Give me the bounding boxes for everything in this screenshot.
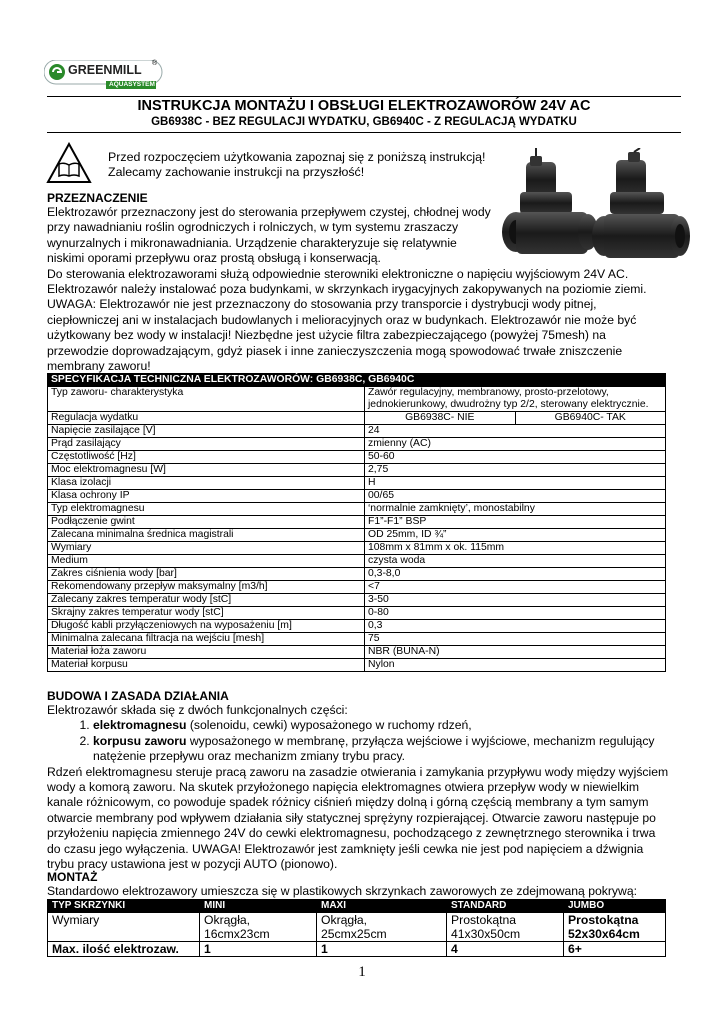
spec-key: Długość kabli przyłączeniowych na wyposażeniu [m] (48, 620, 365, 633)
table-row (48, 425, 666, 438)
document-title: INSTRUKCJA MONTAŻU I OBSŁUGI ELEKTROZAWORÓW 24V AC (137, 98, 591, 114)
table-cell (200, 913, 317, 942)
spec-key: Skrajny zakres temperatur wody [stC] (48, 607, 365, 620)
spec-value: czysta woda (365, 555, 666, 568)
spec-value: 0,3-8,0 (365, 568, 666, 581)
item-text: (solenoidu, cewki) wyposażonego w ruchomy rdzeń, (186, 718, 472, 733)
row-label: Wymiary (48, 913, 200, 942)
budowa-intro: Elektrozawór składa się z dwóch funkcjonalnych części: (47, 703, 348, 717)
table-cell (447, 913, 564, 942)
spec-key: Zalecany zakres temperatur wody [stC] (48, 594, 365, 607)
text-line: do czasu jego wyłączenia. UWAGA! Elektrozawór jest zamknięty jeśli cewka nie jest pod napięciem a dźwignia (47, 841, 644, 856)
spec-key: Materiał korpusu (48, 659, 365, 672)
box-table-header (48, 900, 666, 913)
table-row (48, 477, 666, 490)
cell-line: 41x30x50cm (451, 927, 521, 941)
spec-key: Klasa izolacji (48, 477, 365, 490)
table-row (48, 542, 666, 555)
text-line: membrany zaworu! (47, 359, 151, 374)
col-header: STANDARD (447, 900, 564, 913)
przeznaczenie-text (47, 205, 687, 374)
spec-key: Typ elektromagnesu (48, 503, 365, 516)
spec-key: Rekomendowany przepływ maksymalny [m3/h] (48, 581, 365, 594)
spec-value-line: jednokierunkowy, dwudrożny typ 2/2, sterowany elektrycznie. (368, 399, 649, 410)
spec-key: Typ zaworu- charakterystyka (48, 387, 365, 412)
text-line: przy nawadnianiu roślin ogrodniczych i rolniczych, w tym systemu zraszaczy (47, 220, 459, 235)
spec-value: <7 (365, 581, 666, 594)
cell-line: Okrągła, (321, 913, 368, 927)
spec-key: Częstotliwość [Hz] (48, 451, 365, 464)
spec-value: 75 (365, 633, 666, 646)
spec-key: Podłączenie gwint (48, 516, 365, 529)
cell-line: 52x30x64cm (568, 927, 640, 941)
section-heading-przeznaczenie: PRZEZNACZENIE (47, 191, 148, 205)
table-row (48, 913, 666, 942)
cell-line: Prostokątna (451, 913, 517, 927)
cell-line: Okrągła, (204, 913, 251, 927)
cell-line: 25cmx25cm (321, 927, 387, 941)
item-bold: elektromagnesu (93, 718, 187, 733)
spec-value: 50-60 (365, 451, 666, 464)
spec-value: 3-50 (365, 594, 666, 607)
header-rule-top (47, 96, 681, 97)
section-heading-montaz: MONTAŻ (47, 870, 98, 884)
list-item (93, 718, 687, 733)
reg-gb6938c: GB6938C- NIE (405, 412, 475, 423)
spec-value: OD 25mm, ID ¾” (365, 529, 666, 542)
item-text: wyposażonego w membranę, przyłącza wejściowe i wyjściowe, mechanizm regulujący (186, 733, 655, 748)
spec-value: 108mm x 81mm x ok. 115mm (365, 542, 666, 555)
text-line: kanale różnicowym, co powoduje spadek różnicy ciśnień między dolną i górną częścią membrany a tym samym (47, 795, 649, 810)
table-row (48, 503, 666, 516)
col-header: TYP SKRZYNKI (48, 900, 200, 913)
text-line: przyłożeniu napięcia zmiennego 24V do cewki elektromagnesu, pochodzącego z zewnętrznego sterownika i trwa (47, 826, 656, 841)
text-line: Do sterowania elektrozaworami służą odpowiednie sterowniki elektroniczne o napięciu wyjściowym 24V AC. (47, 266, 629, 281)
table-row (48, 529, 666, 542)
text-line: otwarcie membrany pod wpływem działania siły statycznej sprężyny rozpierającej. Otwarcie zaworu następuje po (47, 810, 656, 825)
spec-table (47, 373, 666, 672)
table-row (48, 607, 666, 620)
col-header: MAXI (317, 900, 447, 913)
table-row (48, 942, 666, 957)
spec-value (365, 387, 666, 412)
spec-value: ‘normalnie zamknięty’, monostabilny (365, 503, 666, 516)
spec-value: Nylon (365, 659, 666, 672)
section-heading-budowa: BUDOWA I ZASADA DZIAŁANIA (47, 689, 229, 703)
logo-sub: AQUASYSTEM (109, 81, 155, 88)
table-cell: 1 (317, 942, 447, 957)
montaz-intro: Standardowo elektrozawory umieszcza się w plastikowych skrzynkach zaworowych ze zdejmowaną pokrywą: (47, 884, 637, 898)
spec-key: Materiał łoża zaworu (48, 646, 365, 659)
table-row (48, 490, 666, 503)
warning-manual-icon (46, 142, 92, 184)
spec-key: Napięcie zasilające [V] (48, 425, 365, 438)
text-line: ciepłowniczej ani w instalacjach budowlanych i melioracyjnych oraz w budynkach. Elektrozawór nie może być (47, 312, 637, 327)
table-row (48, 594, 666, 607)
table-row (48, 646, 666, 659)
cell-line: 16cmx23cm (204, 927, 270, 941)
spec-value: 2,75 (365, 464, 666, 477)
table-row (48, 412, 666, 425)
spec-value: 0-80 (365, 607, 666, 620)
spec-key: Klasa ochrony IP (48, 490, 365, 503)
spec-value: NBR (BUNA-N) (365, 646, 666, 659)
spec-value: 24 (365, 425, 666, 438)
list-item (93, 734, 687, 765)
logo-registered: ® (152, 60, 158, 67)
text-line: trybu pracy ustawiona jest w pozycji AUTO (pionowo). (47, 857, 338, 872)
spec-table-header (48, 374, 666, 387)
col-header: MINI (200, 900, 317, 913)
header-rule-bottom (47, 132, 681, 133)
item-text: natężenie przepływu oraz mechanizm zmiany trybu pracy. (93, 749, 406, 764)
cell-line: Prostokątna (568, 913, 639, 927)
spec-value: 0,3 (365, 620, 666, 633)
table-row (48, 633, 666, 646)
spec-key: Zakres ciśnienia wody [bar] (48, 568, 365, 581)
table-cell: 1 (200, 942, 317, 957)
text-line: Elektrozawór należy instalować poza budynkami, w skrzynkach irygacyjnych zakopywanych na poziomie ziemi. (47, 282, 647, 297)
text-line: niskimi oporami przepływu oraz prostą obsługą i konserwacją. (47, 251, 381, 266)
box-table (47, 899, 666, 957)
page-number: 1 (358, 964, 366, 980)
spec-value: zmienny (AC) (365, 438, 666, 451)
spec-key: Minimalna zalecana filtracja na wejściu [mesh] (48, 633, 365, 646)
text-line: UWAGA: Elektrozawór nie jest przeznaczony do stosowania przy transporcie i dystrybucji wody pitnej, (47, 297, 597, 312)
spec-value (365, 412, 666, 425)
table-cell: 4 (447, 942, 564, 957)
warning-line: Przed rozpoczęciem użytkowania zapoznaj się z poniższą instrukcją! (108, 150, 486, 164)
table-row (48, 581, 666, 594)
spec-value-line: Zawór regulacyjny, membranowy, prosto-przelotowy, (368, 387, 609, 398)
table-row (48, 568, 666, 581)
table-row (48, 659, 666, 672)
text-line: wynurzalnych i mikronawadniania. Urządzenie charakteryzuje się relatywnie (47, 235, 457, 250)
table-row (48, 451, 666, 464)
warning-text (108, 150, 485, 180)
greenmill-logo (44, 60, 164, 90)
item-bold: korpusu zaworu (93, 733, 187, 748)
table-cell (564, 913, 666, 942)
spec-key: Prąd zasilający (48, 438, 365, 451)
spec-key: Wymiary (48, 542, 365, 555)
spec-value: F1”-F1” BSP (365, 516, 666, 529)
table-row (48, 555, 666, 568)
row-label: Max. ilość elektrozaw. (48, 942, 200, 957)
col-header: JUMBO (564, 900, 666, 913)
table-row (48, 516, 666, 529)
table-row (48, 620, 666, 633)
text-line: Elektrozawór przeznaczony jest do sterowania przepływem czystej, chłodnej wody (47, 205, 491, 219)
table-row (48, 387, 666, 412)
spec-key: Moc elektromagnesu [W] (48, 464, 365, 477)
spec-value: 00/65 (365, 490, 666, 503)
spec-key: Medium (48, 555, 365, 568)
table-row (48, 464, 666, 477)
table-row (48, 438, 666, 451)
text-line: użytkowany bez wody w instalacji! Niezbędne jest użycie filtra zabezpieczającego (powyżej 75mesh) na (47, 328, 606, 343)
spec-title: SPECYFIKACJA TECHNICZNA ELEKTROZAWORÓW: GB6938C, GB6940C (48, 374, 666, 387)
table-cell (317, 913, 447, 942)
spec-value: H (365, 477, 666, 490)
logo-brand: GREENMILL (68, 63, 142, 77)
spec-key: Regulacja wydatku (48, 412, 365, 425)
spec-key: Zalecana minimalna średnica magistrali (48, 529, 365, 542)
table-cell: 6+ (564, 942, 666, 957)
warning-line: Zalecamy zachowanie instrukcji na przyszłość! (108, 165, 365, 179)
text-line: wody a komorą zaworu. Na skutek przyłożonego napięcia elektromagnes otwiera przepływ wody w niewielkim (47, 780, 640, 795)
text-line: Rdzeń elektromagnesu steruje pracą zaworu na zasadzie otwierania i zamykania przypływu wody między wyjściem (47, 764, 669, 779)
reg-gb6940c: GB6940C- TAK (515, 412, 666, 424)
document-subtitle: GB6938C - BEZ REGULACJI WYDATKU, GB6940C - Z REGULACJĄ WYDATKU (151, 116, 577, 128)
budowa-text (47, 703, 687, 872)
text-line: przewodzie doprowadzającym, gdyż piasek i inne zanieczyszczenia mogą spowodować trwałe zniszczenie (47, 343, 623, 358)
